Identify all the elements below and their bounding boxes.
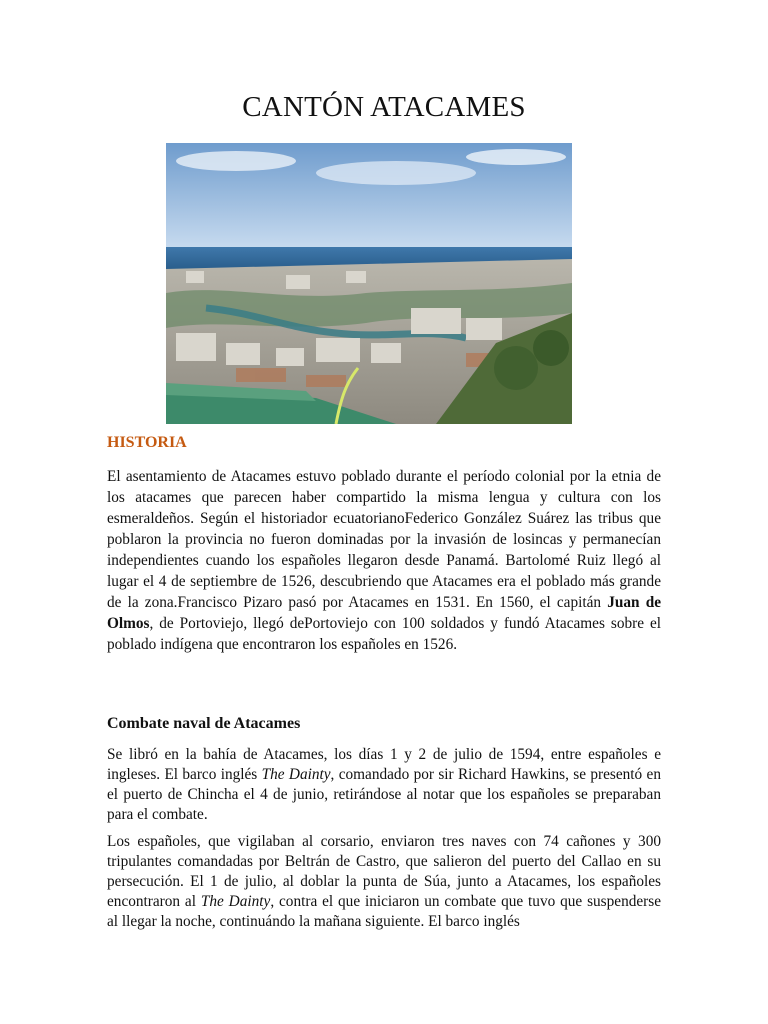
combate-heading: Combate naval de Atacames <box>107 715 301 732</box>
combate-p1-ship-name: The Dainty <box>261 766 331 783</box>
atacames-city-photo <box>166 143 572 424</box>
combate-paragraph-2 <box>107 832 661 932</box>
combate-p2-ship-name: The Dainty <box>200 893 271 910</box>
historia-paragraph <box>107 466 661 655</box>
document-title: CANTÓN ATACAMES <box>242 91 526 123</box>
historia-text-2: , de Portoviejo, llegó dePortoviejo con 100 soldados y fundó Atacames sobre el poblado indígena que encontraron los españoles en 1526. <box>107 615 661 653</box>
historia-heading: HISTORIA <box>107 434 187 451</box>
combate-p2-text-2: , contra el que iniciaron un combate que tuvo que suspenderse al llegar la noche, continuándo la mañana siguiente. El barco inglés <box>107 893 661 930</box>
historia-bold-name: Juan de Olmos <box>107 594 661 632</box>
combate-p1-text-2: , comandado por sir Richard Hawkins, se presentó en el puerto de Chincha el 4 de junio, retirándose al notar que los españoles se preparaban para el combate. <box>107 766 661 823</box>
combate-p2-text-1: Los españoles, que vigilaban al corsario, enviaron tres naves con 74 cañones y 300 tripulantes comandadas por Beltrán de Castro, que salieron del puerto del Callao en su persecución. El 1 de julio, al doblar la punta de Súa, junto a Atacames, los españoles encontraron al <box>107 833 661 910</box>
historia-text-1: El asentamiento de Atacames estuvo poblado durante el período colonial por la etnia de los atacames que parecen haber compartido la misma lengua y cultura con los esmeraldeños. Según el historiador ecuatorianoFederico González Suárez las tribus que poblaron la provincia no fueron dominadas por la invasión de losincas y permanecían independientes cuando los españoles llegaron desde Panamá. Bartolomé Ruiz llegó al lugar el 4 de septiembre de 1526, descubriendo que Atacames era el poblado más grande de la zona.Francisco Pizaro pasó por Atacames en 1531. En 1560, el capitán <box>107 468 661 611</box>
combate-paragraph-1 <box>107 745 661 825</box>
combate-p1-text-1: Se libró en la bahía de Atacames, los días 1 y 2 de julio de 1594, entre españoles e ingleses. El barco inglés <box>107 746 661 783</box>
